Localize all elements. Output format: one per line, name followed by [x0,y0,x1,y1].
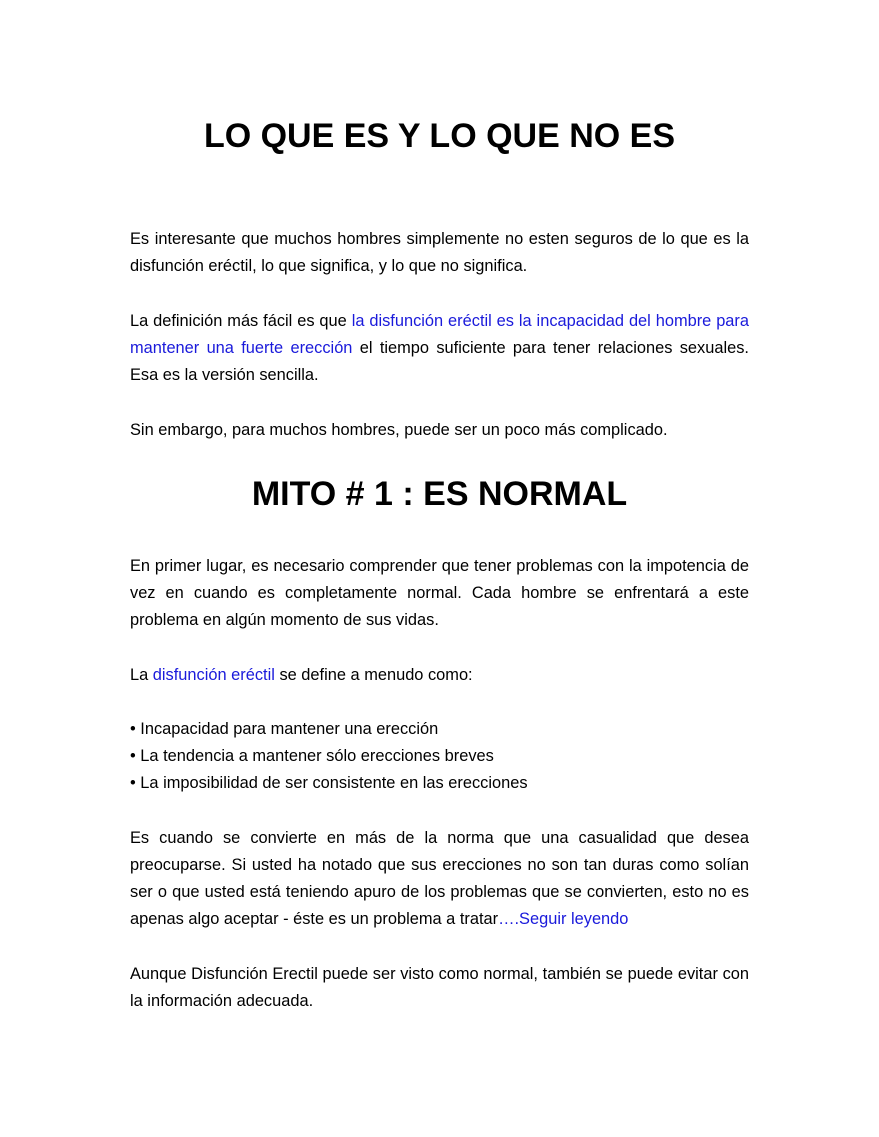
erectile-dysfunction-link[interactable]: disfunción eréctil [152,666,275,684]
definition-paragraph [130,308,749,389]
closing-paragraph: Aunque Disfunción Erectil puede ser visto como normal, también se puede evitar con la información adecuada. [130,965,749,1010]
definition-link[interactable]: la disfunción eréctil es la incapacidad del hombre para mantener una fuerte erección [130,312,750,357]
complication-paragraph: Sin embargo, para muchos hombres, puede ser un poco más complicado. [130,421,668,439]
list-item: • La imposibilidad de ser consistente en las erecciones [130,774,528,792]
defined-as-paragraph [130,662,749,689]
concern-paragraph [130,825,749,933]
concern-text: Es cuando se convierte en más de la norma que una casualidad que desea preocuparse. Si usted ha notado que sus erecciones no son tan duras como solían ser o que usted está teniendo apuro de los problemas que se convierten, esto no es apenas algo aceptar - éste es un problema a tratar [130,829,749,928]
page-title: LO QUE ES Y LO QUE NO ES [203,117,676,155]
normal-paragraph: En primer lugar, es necesario comprender que tener problemas con la impotencia de vez en cuando es completamente normal. Cada hombre se enfrentará a este problema en algún momento de sus vidas. [130,557,749,629]
definition-text-after: el tiempo suficiente para tener relaciones sexuales. Esa es la versión sencilla. [130,339,749,384]
defined-text-before: La [130,666,153,684]
symptom-list [130,716,749,797]
read-more-link[interactable]: ….Seguir leyendo [498,910,629,928]
definition-text-before: La definición más fácil es que [130,312,352,330]
list-item: • Incapacidad para mantener una erección [130,720,439,738]
myth-title: MITO # 1 : ES NORMAL [251,475,628,513]
list-item: • La tendencia a mantener sólo erecciones breves [130,747,494,765]
defined-text-after: se define a menudo como: [274,666,473,684]
intro-paragraph: Es interesante que muchos hombres simplemente no esten seguros de lo que es la disfunción eréctil, lo que significa, y lo que no significa. [130,230,749,275]
